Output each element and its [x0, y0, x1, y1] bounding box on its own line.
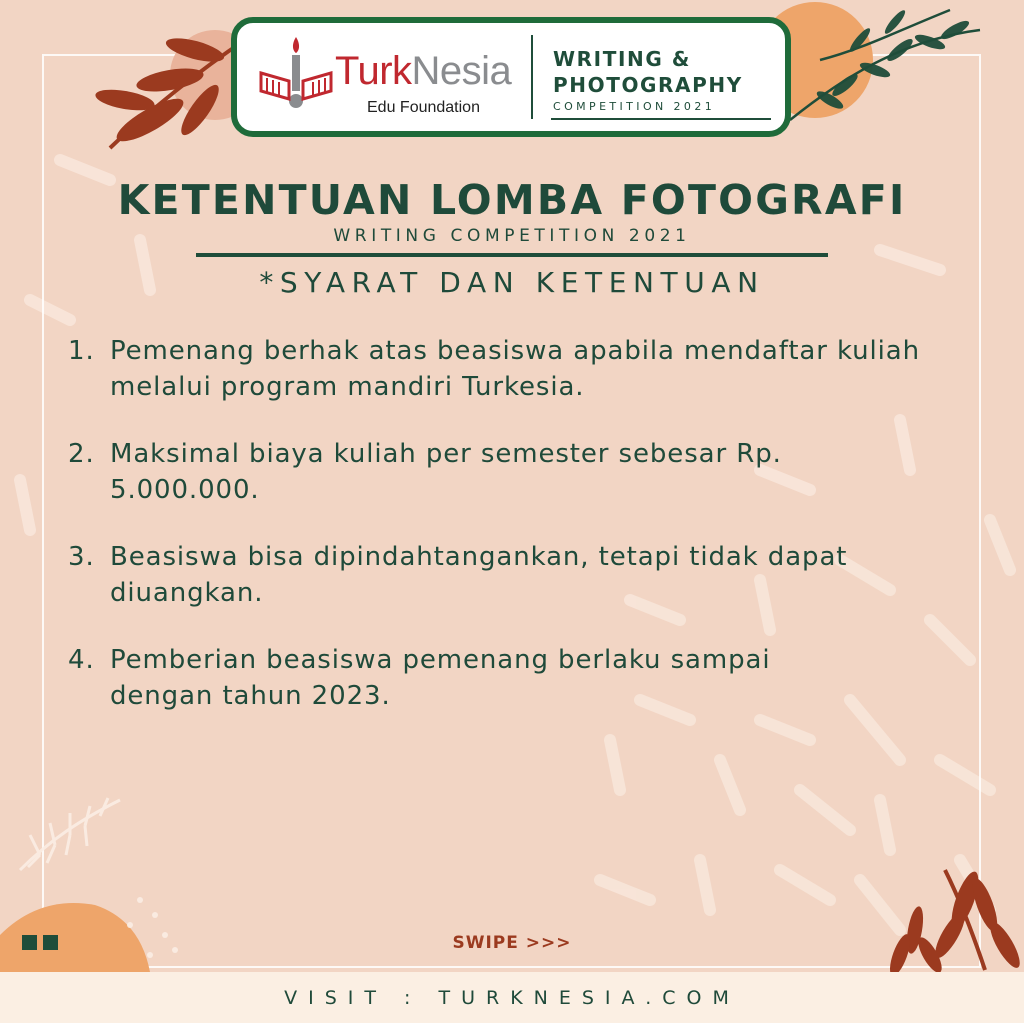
competition-line-3: COMPETITION 2021	[553, 100, 716, 113]
title-divider	[196, 253, 828, 257]
rule-item	[68, 436, 968, 508]
rule-number: 2.	[68, 439, 95, 469]
rule-item	[68, 642, 968, 714]
competition-label	[533, 23, 785, 131]
competition-line-2: PHOTOGRAPHY	[553, 73, 743, 97]
brand-nesia: Nesia	[411, 49, 512, 93]
page-title: KETENTUAN LOMBA FOTOGRAFI	[117, 176, 907, 224]
footer-bar	[0, 972, 1024, 1023]
page-subtitle: WRITING COMPETITION 2021	[333, 226, 691, 246]
swipe-label[interactable]: SWIPE >>>	[452, 933, 572, 953]
rule-text: Maksimal biaya kuliah per semester sebesar Rp. 5.000.000.	[110, 439, 782, 505]
rule-text: Pemberian beasiswa pemenang berlaku sampai dengan tahun 2023.	[110, 645, 771, 711]
rule-number: 4.	[68, 645, 95, 675]
rule-number: 3.	[68, 542, 95, 572]
section-heading: *SYARAT DAN KETENTUAN	[259, 266, 765, 299]
rule-text: Beasiswa bisa dipindahtangankan, tetapi tidak dapat diuangkan.	[110, 542, 848, 608]
header-banner	[231, 17, 791, 137]
rule-item	[68, 333, 968, 405]
rule-item	[68, 539, 968, 611]
competition-underline	[551, 118, 771, 120]
competition-line-1: WRITING &	[553, 47, 691, 71]
brand-name	[335, 51, 511, 91]
visit-website-link[interactable]: VISIT : TURKNESIA.COM	[284, 986, 740, 1009]
rule-text: Pemenang berhak atas beasiswa apabila mendaftar kuliah melalui program mandiri Turkesia.	[110, 336, 921, 402]
rules-list	[68, 333, 968, 745]
rule-number: 1.	[68, 336, 95, 366]
brand-turk: Turk	[335, 49, 412, 93]
brand-subtitle: Edu Foundation	[367, 99, 480, 116]
torch-book-logo-icon	[255, 33, 337, 125]
brand-logo	[237, 23, 527, 131]
